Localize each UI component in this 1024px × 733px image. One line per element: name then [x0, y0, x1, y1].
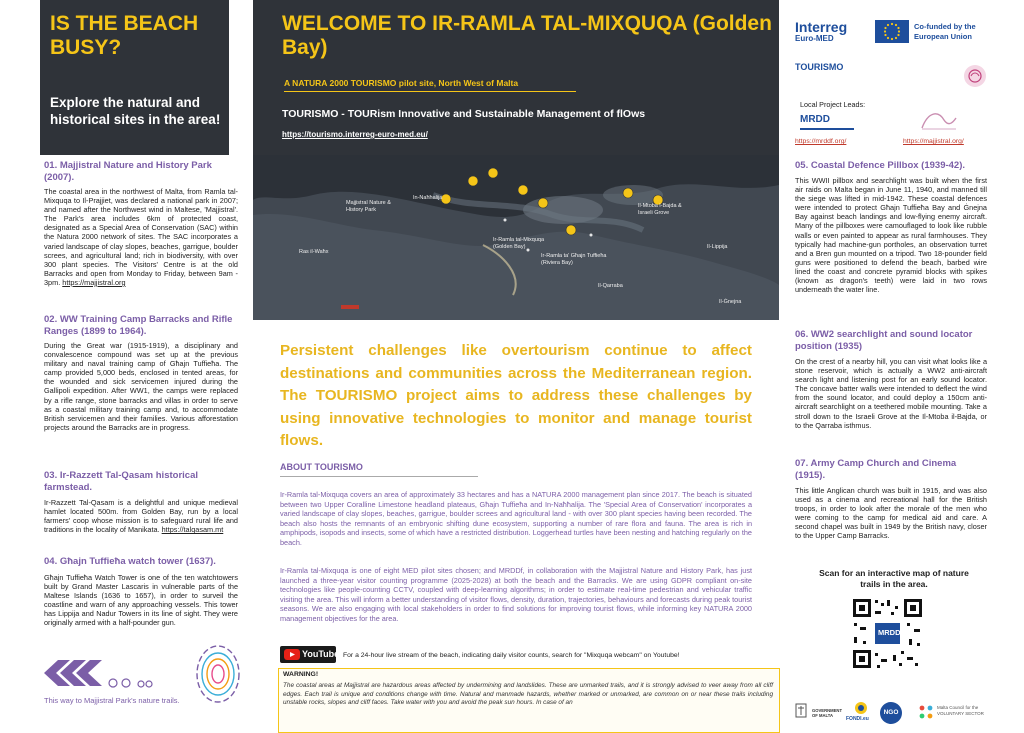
youtube-instructions: For a 24-hour live stream of the beach, indicating daily visitor counts, search for "Mixquqa webcam" on Youtube!	[343, 652, 680, 659]
section-title: 03. Ir-Razzett Tal-Qasam historical farmstead.	[44, 470, 198, 493]
tourismo-badge-icon	[964, 65, 986, 87]
ngo-logo: NGO	[880, 702, 902, 724]
subtitle-divider	[284, 91, 576, 92]
section-title: 02. WW Training Camp Barracks and Rifle Ranges (1899 to 1964).	[44, 314, 233, 337]
map-label: Ir-Ramla tal-Mixquqa (Golden Bay)	[493, 237, 545, 250]
majjistral-logo	[918, 108, 958, 132]
section-body: Ir-Razzett Tal-Qasam is a delightful and unique medieval hamlet located 500m. from Golden Bay, run by a local farmers' coop whose mission is to safeguard rural life and traditions in the locality of Manikata. https://talqasam.mt	[44, 498, 238, 535]
pilot-subtitle: A NATURA 2000 TOURISMO pilot site, North West of Malta	[284, 78, 519, 88]
about-paragraph-1: Ir-Ramla tal-Mixquqa covers an area of approximately 33 hectares and has a NATURA 2000 management plan since 2017. The beach is situated between two Upper Coralline Limestone headland plateaus, Għajn Tuffieħa and In-Naħħalija. The 'Special Area of Conservation' incorporates a varied landscape of clay slopes, beaches, garrigue, boulder screes and agricultural land - with over 300 plant species having been recorded. The beach also hosts the remnants of an embryonic shifting dune ecosystem, supporting a number of rare flora and fauna. The area is rich in amphipods, isopods and insects, some of which have a restricted distribution. Loggerhead turtles have been nesting and hatching regularly on the beach.	[280, 490, 752, 547]
mcvs-icon	[918, 704, 934, 720]
left-subheadline: Explore the natural and historical sites in the area!	[50, 95, 221, 127]
trail-arrows-icon	[44, 660, 104, 686]
map-label: Majjistral Nature & History Park	[346, 200, 391, 213]
persistent-challenges-text: Persistent challenges like overtourism continue to affect destinations and communities across the Mediterranean region. The TOURISMO project aims to address these challenges by using innovative technologies to monitor and manage tourist flows.	[280, 342, 752, 449]
section-body: On the crest of a nearby hill, you can visit what looks like a stone reservoir, which is actually a WW2 anti-aircraft search light and listening post for an early sound locator. The concave batter walls were intended to deflect the wind from the sound locator, and could deploy a 150cm anti-aircraft searchlight on a teethered mobile mounting. Take a stroll down to the Israeli Grove at the Il-Mtoba il-Bajda, or to the Qarraba isthmus.	[795, 357, 987, 430]
tourismo-link[interactable]: https://tourismo.interreg-euro-med.eu/	[282, 130, 428, 139]
about-title: ABOUT TOURISMO	[280, 462, 363, 472]
fondi-icon	[852, 701, 870, 715]
map-label: Ir-Ramla ta' Għajn Tuffieħa (Riviera Bay)	[541, 253, 607, 266]
about-paragraph-2: Ir-Ramla tal-Mixquqa is one of eight MED pilot sites chosen; and MRDDf, in collaboration with the Majjistral Nature and History Park, has just launched a three-year visitor counting programme (2025-2028) at both the beach and the Barracks. We are using GDPR compliant on-site technologies like people-counting CCTV, coupled with deep-learning algorithms; in order to estimate real-time pedestrian and vehicular traffic visiting the area. This will inform a better understanding of visitor flows, density, duration, trajectories, behaviours and forecasts during peak tourist seasons. We are also engaging with local stakeholders in order to find solutions for improving tourist flows, while informing key NATURA 2000 management objectives for the area.	[280, 566, 752, 623]
map-label: Il-Qarraba	[598, 283, 623, 289]
map-label: Il-Ġnejna	[719, 299, 742, 305]
section-04	[44, 556, 238, 628]
warning-title: WARNING!	[283, 671, 319, 678]
mrdd-logo: MRDD	[800, 114, 854, 130]
tourismo-full-name: TOURISMO - TOURism Innovative and Sustainable Management of flOws	[282, 108, 646, 120]
map-label: Il-Mtoba l-Bajda & Israeli Grove	[638, 203, 682, 216]
youtube-logo[interactable]	[280, 646, 340, 663]
section-02	[44, 314, 238, 432]
about-divider	[280, 476, 478, 477]
section-body: This little Anglican church was built in 1915, and was also used as a cinema and recreational hall for the British troops, in order to look after the morale of the men who were coming to the camp for medical aid and care. A second chapel was built in 1949 by the British navy, closer to the Upper Camp Barracks.	[795, 486, 987, 541]
map-label: Ras il-Waħx	[299, 249, 329, 255]
map-label: Il-Lippija	[707, 244, 728, 250]
section-title: 04. Għajn Tuffieħa watch tower (1637).	[44, 556, 216, 567]
trail-caption: This way to Majjistral Park's nature trails.	[44, 696, 180, 705]
section-body: The coastal area in the northwest of Malta, from Ramla tal-Mixquqa to Il-Prajjiet, was declared a national park in 2007; and named after the Northwest wind in Maltese, 'Majjistral'. The Park's area includes 6km of protected coast, designated as a Special Area of Conservation (SAC) within the Natura 2000 network of sites. The SAC incorporates a varied landscape of clay slopes, beaches, garrigue, boulder screes, and agricultural land; rich in biodiversity, with over 300 plant species. The Visitors' Centre is at the old Barracks and open from Monday to Friday, between 9am - 3pm. https://majjistral.org	[44, 187, 238, 287]
cofunded-label: Co-funded by the European Union	[914, 22, 976, 41]
majjistral-org-link[interactable]: https://majjistral.org/	[903, 138, 964, 145]
scan-instruction: Scan for an interactive map of nature trails in the area.	[819, 568, 969, 589]
qr-center-label: MRDD	[878, 628, 901, 637]
section-body: During the Great war (1915-1919), a disciplinary and convalescence compound was set up at the previous military and naval training camp of Għajn Tuffieħa. The camp provided 5,000 beds, enclosed in tented areas, for the wounded and sick servicemen injured during the Gallipoli expedition. After WW1, the camps were replaced by a rifle range, stone barracks and villas in order to serve as a coastal military training camp and, to accommodate British servicemen and their families. Various afforestation projects around the Barracks are in progress.	[44, 341, 238, 432]
government-label: GOVERNMENT OF MALTA	[812, 708, 843, 718]
youtube-play-icon	[284, 649, 300, 660]
leads-label: Local Project Leads:	[800, 100, 866, 109]
section-title: 07. Army Camp Church and Cinema (1915).	[795, 458, 957, 481]
mcvs-label: Malta Council for the VOLUNTARY SECTOR	[937, 705, 984, 716]
tourismo-label: TOURISMO	[795, 62, 844, 72]
area-map[interactable]	[253, 155, 779, 320]
section-07	[795, 458, 987, 541]
youtube-label: YouTube	[302, 649, 340, 659]
section-body: Għajn Tuffieħa Watch Tower is one of the ten watchtowers built by Grand Master Lascaris in vulnerable parts of the Maltese Islands (1636 to 1657), in order to surveil the coastline and warn of any approaching vessels. This tower has Lippija and Nadur Towers in its line of sight. They were originally armed with a half-pounder gun.	[44, 573, 238, 628]
mrddf-link[interactable]: https://mrddf.org/	[795, 138, 847, 145]
eu-flag-icon	[875, 20, 909, 43]
page-title: WELCOME TO IR-RAMLA TAL-MIXQUQA (Golden Bay)	[282, 12, 772, 59]
majjistral-link[interactable]: https://majjistral.org	[62, 277, 126, 287]
section-05	[795, 160, 987, 294]
section-01	[44, 160, 238, 287]
section-body: This WWII pillbox and searchlight was built when the first air raids on Malta began in June 11, 1940, and manned till the siege was lifted in mid-1942. These coastal defences were intended to protect Għajn Tuffieħa Bay and Ġnejna Bay against beach landings and low-flying enemy aircraft. Many of the pillboxes were camouflaged to look like rubble walls or even painted to appear as rural farmhouses. They typically had machine-gun portholes, an observation turret and a Bren gun mounted on a tripod. Two 18-pounder field guns were positioned to defend the beach, barbed wire lined the coast and concrete pyramid blocks with spikes (known as dragon's teeth) were laid in two rows underneath the water line.	[795, 176, 987, 295]
left-headline: IS THE BEACH BUSY?	[50, 12, 199, 59]
section-title: 06. WW2 searchlight and sound locator position (1935)	[795, 329, 973, 352]
fondi-label: FONDI.eu	[846, 716, 869, 722]
qr-code[interactable]	[851, 597, 924, 670]
map-label: In-Naħħalija	[413, 195, 443, 201]
hiking-icons	[108, 676, 153, 688]
section-title: 05. Coastal Defence Pillbox (1939-42).	[795, 160, 966, 171]
interreg-logo: Interreg Euro-MED	[795, 19, 848, 43]
section-06	[795, 329, 987, 430]
section-03	[44, 470, 238, 534]
fingerprint-icon	[194, 640, 242, 708]
section-title: 01. Majjistral Nature and History Park (2007).	[44, 160, 212, 183]
warning-text: The coastal areas at Majjistral are hazardous areas affected by undermining and landslides. These are unmarked trails, and it is strongly advised to veer away from all cliff edges. Each trail is unique and conditions change with time. Natural and manmade hazards, whether marked or unmarked, are common on or near these trails including unstable rocks, slopes and cliff faces. Take water with you and avoid the peak sun hours. In case of an	[283, 682, 773, 707]
talqasam-link[interactable]: https://talqasam.mt	[161, 525, 224, 535]
